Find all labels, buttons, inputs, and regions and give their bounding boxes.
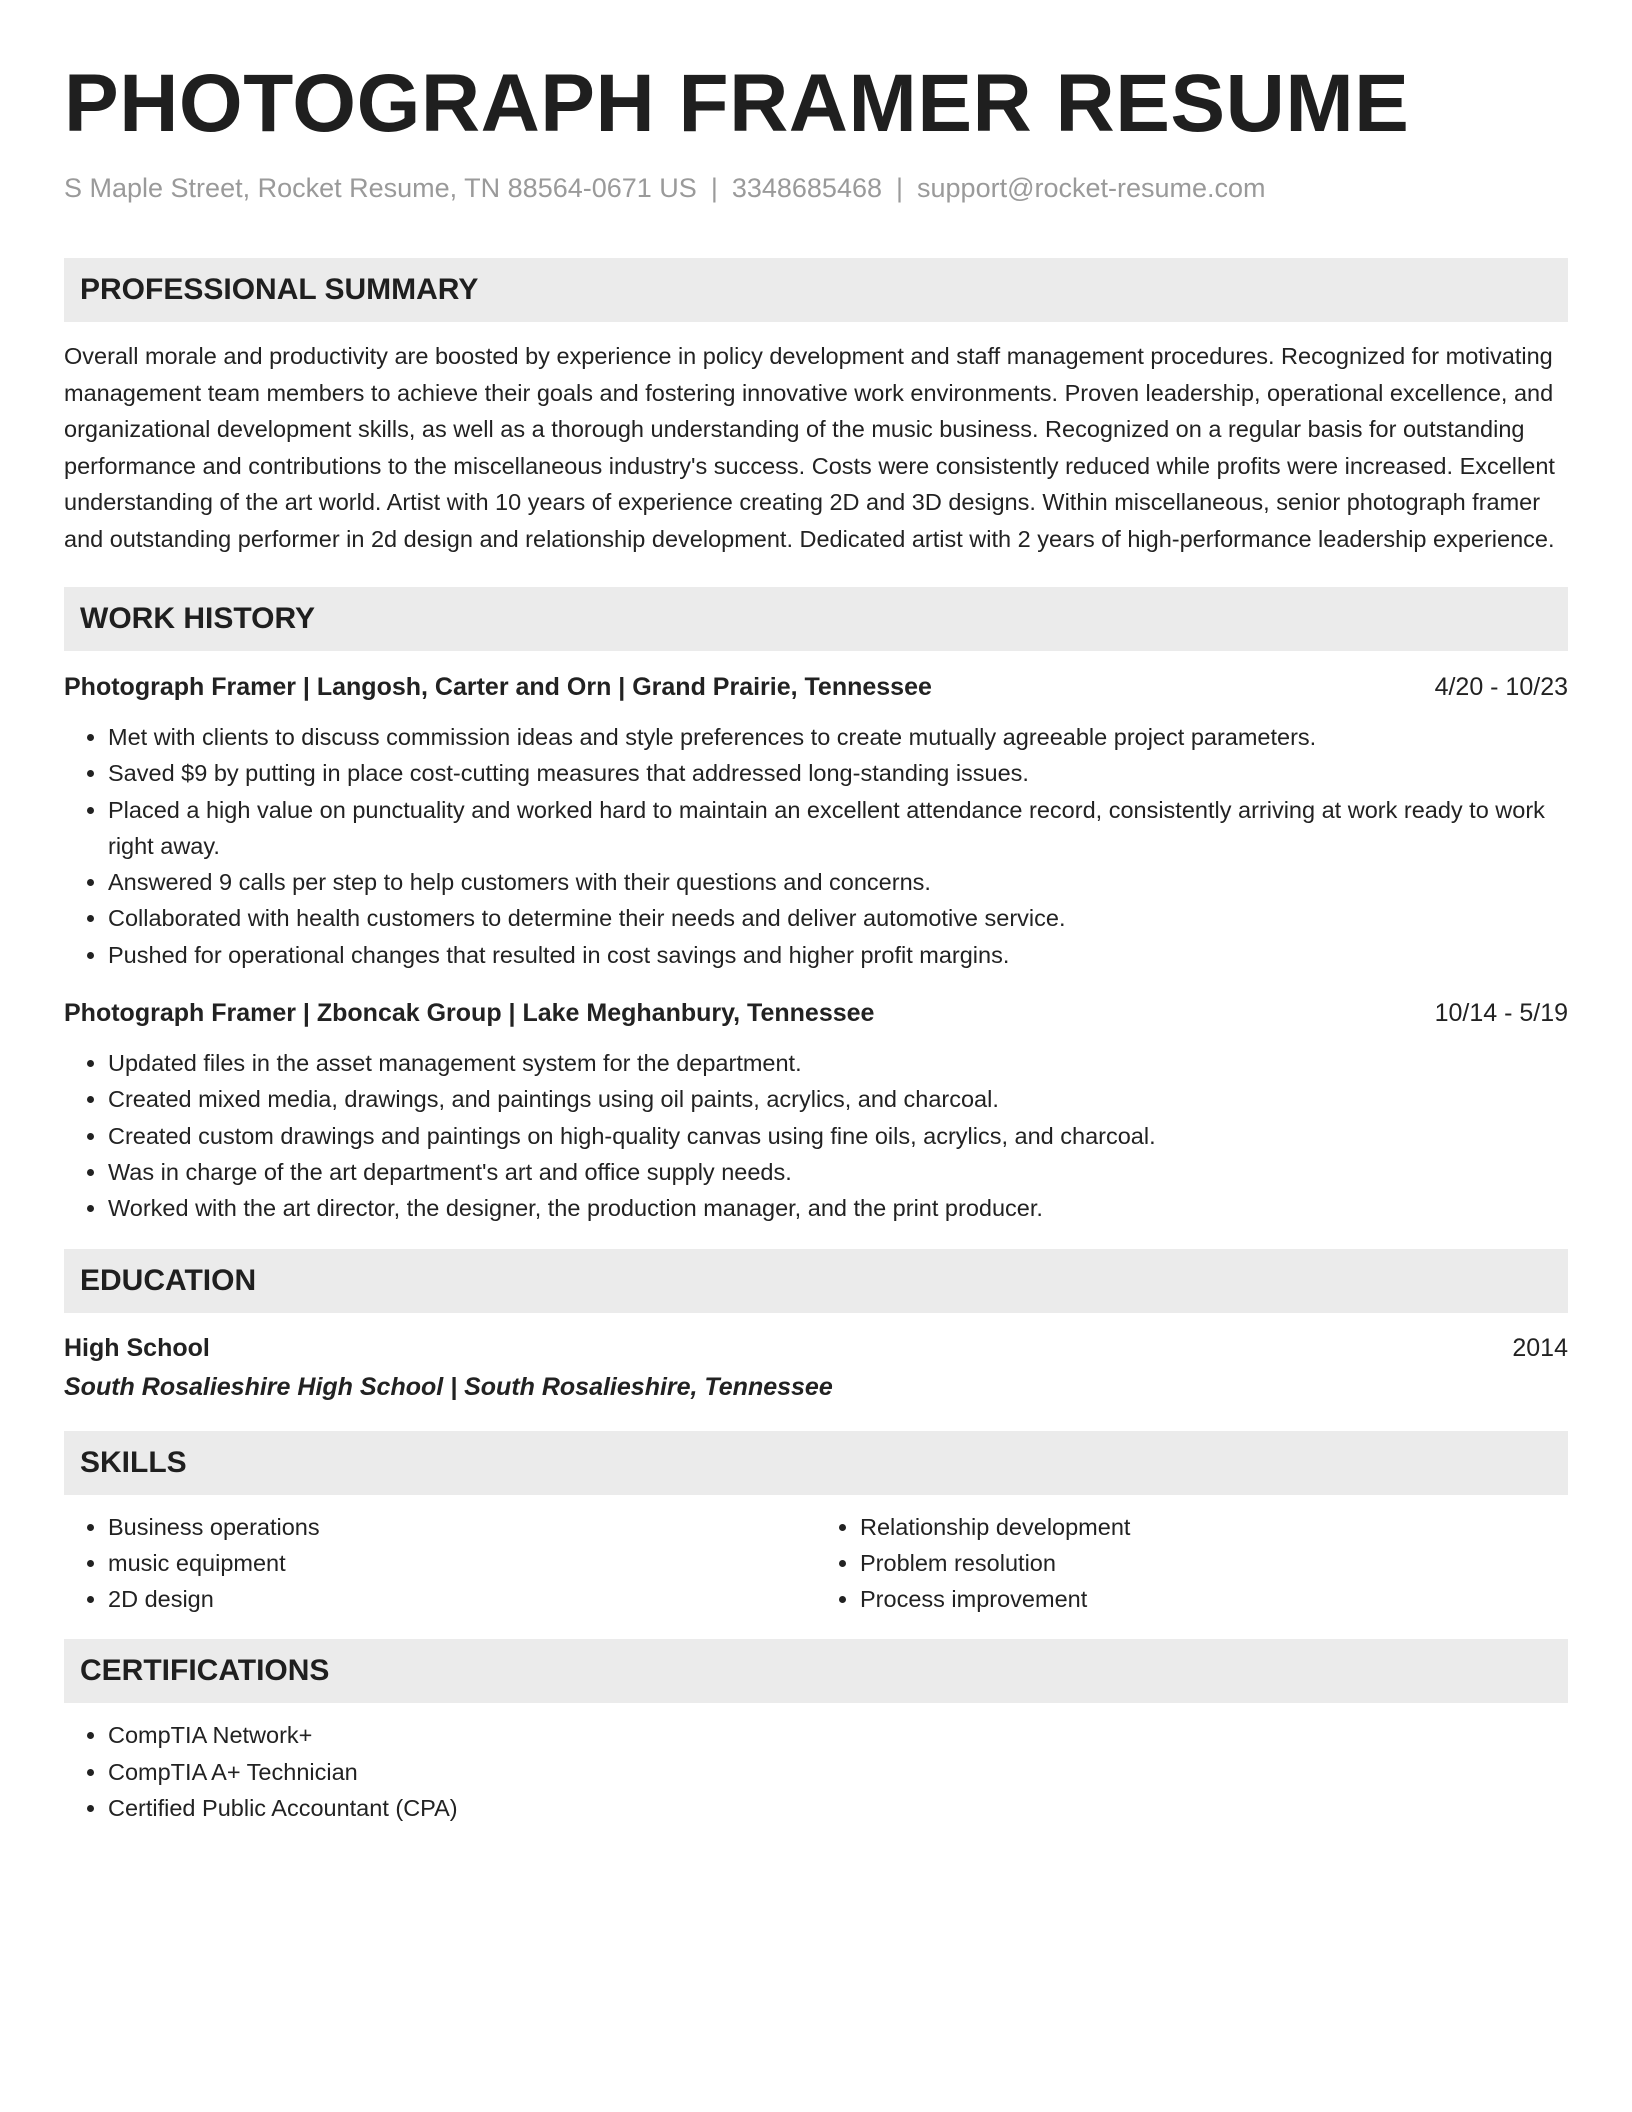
contact-phone: 3348685468	[731, 173, 882, 203]
contact-address: S Maple Street, Rocket Resume, TN 88564-0671 US	[64, 173, 697, 203]
contact-separator: |	[710, 173, 718, 203]
skill-item: • music equipment	[108, 1545, 816, 1581]
list-item: • Was in charge of the art department's art and office supply needs.	[108, 1154, 1568, 1190]
skills-column-left	[64, 1509, 816, 1618]
job-header	[64, 995, 1568, 1031]
job-title: Photograph Framer | Langosh, Carter and Orn | Grand Prairie, Tennessee	[64, 673, 932, 701]
certifications-list	[64, 1717, 1568, 1826]
certification-item: • CompTIA Network+	[108, 1717, 1568, 1753]
skills-grid	[64, 1509, 1568, 1618]
job-dates: 10/14 - 5/19	[1434, 999, 1568, 1028]
summary-text: Overall morale and productivity are boosted by experience in policy development and staff management procedures. Recognized for motivating management team members to achieve their goals and fostering innovative work environments. Proven leadership, operational excellence, and organizational development skills, as well as a thorough understanding of the music business. Recognized on a regular basis for outstanding performance and contributions to the miscellaneous industry's success. Costs were consistently reduced while profits were increased. Excellent understanding of the art world. Artist with 10 years of experience creating 2D and 3D designs. Within miscellaneous, senior photograph framer and outstanding performer in 2d design and relationship development. Dedicated artist with 2 years of high-performance leadership experience.	[64, 343, 1555, 552]
job-entry	[64, 669, 1568, 973]
job-bullets	[64, 719, 1568, 973]
section-heading-education: EDUCATION	[64, 1249, 1568, 1313]
education-school: South Rosalieshire High School | South Rosalieshire, Tennessee	[64, 1372, 833, 1401]
skills-column-right	[816, 1509, 1568, 1618]
list-item: • Created custom drawings and paintings on high-quality canvas using fine oils, acrylics, and charcoal.	[108, 1118, 1568, 1154]
job-entry	[64, 995, 1568, 1226]
list-item: • Placed a high value on punctuality and worked hard to maintain an excellent attendance record, consistently arriving at work ready to work right away.	[108, 792, 1568, 865]
section-heading-certifications: CERTIFICATIONS	[64, 1639, 1568, 1703]
list-item: • Collaborated with health customers to determine their needs and deliver automotive service.	[108, 900, 1568, 936]
list-item: • Answered 9 calls per step to help customers with their questions and concerns.	[108, 864, 1568, 900]
resume-title: PHOTOGRAPH FRAMER RESUME	[64, 58, 1410, 149]
education-year: 2014	[1512, 1333, 1568, 1362]
certification-item: • CompTIA A+ Technician	[108, 1754, 1568, 1790]
section-heading-skills: SKILLS	[64, 1431, 1568, 1495]
list-item: • Created mixed media, drawings, and paintings using oil paints, acrylics, and charcoal.	[108, 1081, 1568, 1117]
section-heading-work-history: WORK HISTORY	[64, 587, 1568, 651]
job-header	[64, 669, 1568, 705]
education-entry	[64, 1329, 1568, 1407]
contact-line	[64, 170, 1568, 206]
list-item: • Worked with the art director, the designer, the production manager, and the print producer.	[108, 1190, 1568, 1226]
section-heading-summary: PROFESSIONAL SUMMARY	[64, 258, 1568, 322]
education-header	[64, 1329, 1568, 1367]
list-item: • Saved $9 by putting in place cost-cutting measures that addressed long-standing issues.	[108, 755, 1568, 791]
list-item: • Pushed for operational changes that resulted in cost savings and higher profit margins.	[108, 937, 1568, 973]
job-dates: 4/20 - 10/23	[1434, 673, 1568, 701]
list-item: • Met with clients to discuss commission ideas and style preferences to create mutually agreeable project parameters.	[108, 719, 1568, 755]
skill-item: • Problem resolution	[860, 1545, 1568, 1581]
skill-item: • Relationship development	[860, 1509, 1568, 1545]
education-degree: High School	[64, 1333, 210, 1362]
list-item: • Updated files in the asset management system for the department.	[108, 1045, 1568, 1081]
contact-email: support@rocket-resume.com	[917, 173, 1266, 203]
skill-item: • Business operations	[108, 1509, 816, 1545]
job-title: Photograph Framer | Zboncak Group | Lake Meghanbury, Tennessee	[64, 999, 875, 1028]
skill-item: • 2D design	[108, 1581, 816, 1617]
skill-item: • Process improvement	[860, 1581, 1568, 1617]
job-bullets	[64, 1045, 1568, 1226]
contact-separator: |	[896, 173, 904, 203]
certification-item: • Certified Public Accountant (CPA)	[108, 1790, 1568, 1826]
